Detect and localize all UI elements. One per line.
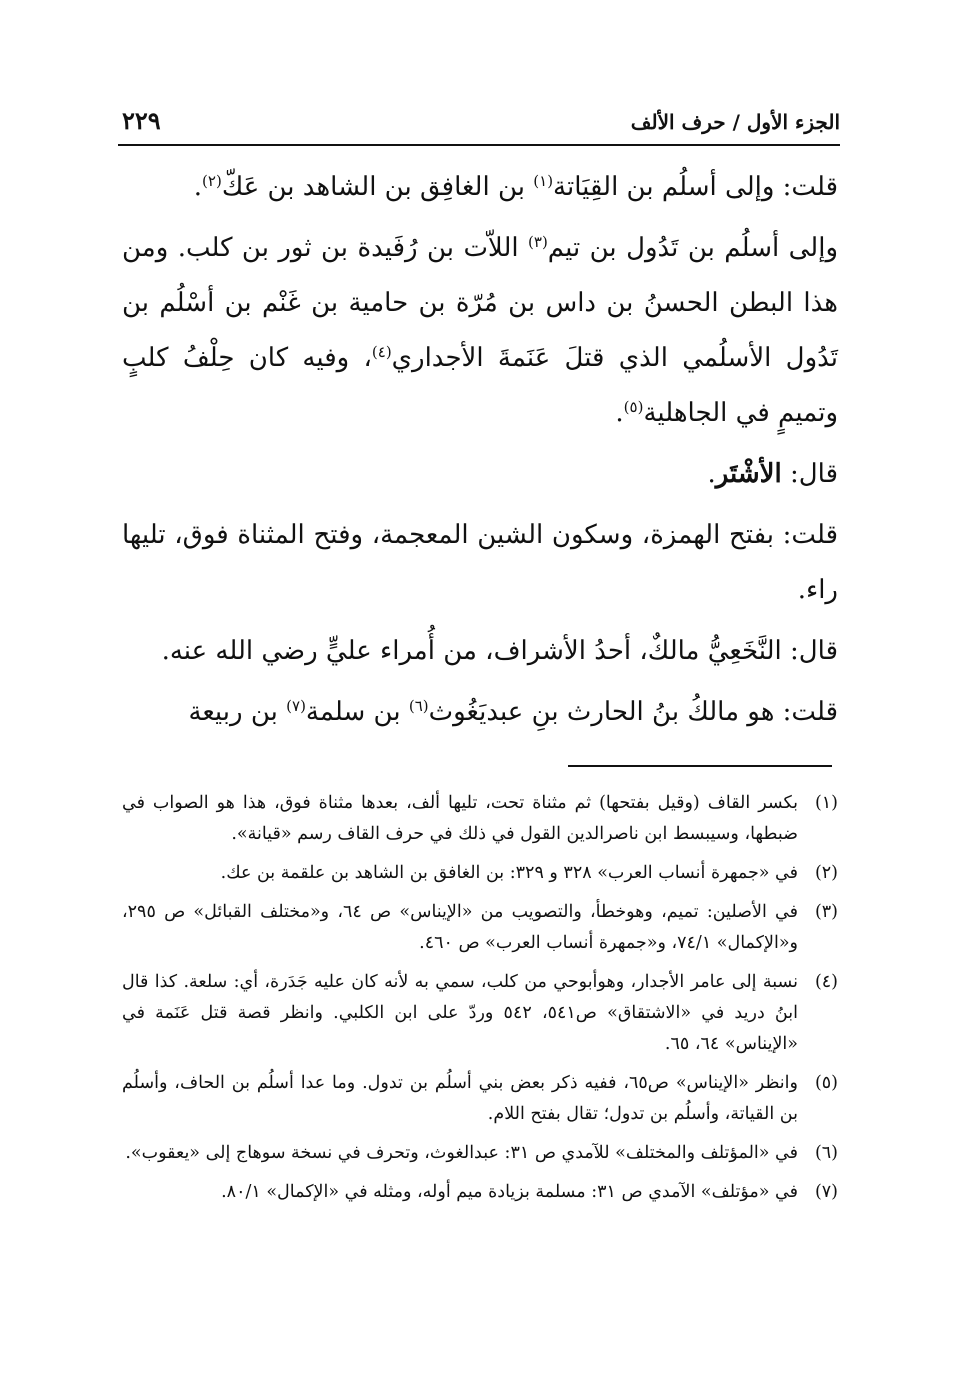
p2-text-1: وإلى أسلُم بن تَدُول بن تيم	[547, 233, 838, 263]
running-head	[118, 104, 840, 146]
paragraph-1	[122, 160, 838, 215]
p3-lead: قال:	[781, 459, 838, 489]
footnote-text: بكسر القاف (وقيل بفتحها) ثم مثناة تحت، تليها ألف، بعدها مثناة فوق، هذا هو الصواب في ضبطها، وسيبسط ابن ناصرالدين القول في ذلك في حرف القاف رسم «قيانة».	[122, 793, 798, 844]
paragraph-4: قلت: بفتح الهمزة، وسكون الشين المعجمة، وفتح المثناة فوق، تليها راء.	[122, 520, 838, 605]
footnote-ref-3: (٣)	[528, 233, 548, 251]
paragraph-2	[122, 221, 838, 441]
footnote	[122, 858, 838, 889]
footnote-text: في «جمهرة أنساب العرب» ٣٢٨ و ٣٢٩: بن الغافق بن الشاهد بن علقمة بن عك.	[220, 863, 798, 883]
footnote-text: نسبة إلى عامر الأجدار، وهوأبوحي من كلب، سمي به لأنه كان عليه جَدَرة، أي: سلعة. كذا قال ابنُ دريد في «الاشتقاق» ص٥٤١، ٥٤٢ وردّ على ابن الكلبي. وانظر قصة قتل عَنَمة في «الإيناس» ٦٤، ٦٥.	[122, 972, 798, 1054]
p3-tail: .	[707, 459, 716, 489]
p6-text-2: بن سلمة	[305, 697, 409, 727]
footnote-text: في «مؤتلف» الآمدي ص ٣١: مسلمة بزيادة ميم أوله، ومثله في «الإكمال» ٨٠/١.	[221, 1182, 798, 1202]
footnote-number: (٤)	[814, 972, 838, 992]
footnote	[122, 1138, 838, 1169]
p2-text-4: .	[615, 398, 624, 428]
footnote-number: (٢)	[814, 863, 838, 883]
paragraph-3	[122, 447, 838, 502]
footnote-ref-5: (٥)	[623, 398, 644, 416]
footnote-text: في «المؤتلف والمختلف» للآمدي ص ٣١: عبدالغوث، وتحرف في نسخة سوهاج إلى «يعقوب».	[125, 1143, 798, 1163]
footnote-number: (١)	[814, 793, 838, 813]
footnote-separator	[568, 765, 832, 767]
footnote-ref-2: (٢)	[202, 172, 222, 190]
page-number: ٢٢٩	[122, 106, 161, 135]
p1-text-3: .	[193, 172, 203, 202]
p2-text-3: ، وفيه كان حِلْفُ كلبٍ وتميمٍ في الجاهلية	[122, 343, 838, 428]
footnote	[122, 967, 838, 1060]
footnote-number: (٦)	[814, 1143, 838, 1163]
headword: الأشْتَر	[715, 459, 782, 489]
footnote	[122, 897, 838, 959]
paragraph-5: قال: النَّخَعِيُّ مالكٌ، أحدُ الأشراف، من أُمراء عليٍّ رضي الله عنه.	[161, 636, 838, 666]
footnote-number: (٥)	[814, 1073, 838, 1093]
running-head-title: الجزء الأول / حرف الألف	[630, 110, 840, 134]
footnote-number: (٣)	[814, 902, 838, 922]
footnote-ref-7: (٧)	[286, 697, 306, 715]
footnote	[122, 1177, 838, 1208]
footnote-ref-1: (١)	[533, 172, 554, 190]
footnote-ref-4: (٤)	[371, 343, 392, 361]
footnote-text: في الأصلين: تميم، وهوخطأ، والتصويب من «الإيناس» ص ٦٤، و«مختلف القبائل» ص ٢٩٥، و«الإكمال» ٧٤/١، و«جمهرة أنساب العرب» ص ٤٦٠.	[122, 902, 798, 953]
p1-text: قلت: وإلى أسلُم بن القِيَاتة	[553, 172, 838, 202]
footnote	[122, 788, 838, 850]
footnote	[122, 1068, 838, 1130]
main-text	[122, 160, 838, 746]
p6-text-3: بن ربيعة	[188, 697, 287, 727]
footnote-ref-6: (٦)	[408, 697, 429, 715]
footnote-number: (٧)	[814, 1182, 838, 1202]
p2-text-2: اللاّت بن رُفَيدة بن ثور بن كلب. ومن هذا البطن الحسنُ بن داس بن مُرّة بن حامية بن غَنْم بن أسْلُم بن تَدُول الأسلُمي الذي قتلَ عَنَمةَ الأجداري	[122, 233, 839, 373]
footnotes	[122, 788, 838, 1216]
footnote-text: وانظر «الإيناس» ص٦٥، ففيه ذكر بعض بني أسلُم بن تدول. وما عدا أسلُم بن الحاف، وأسلُم بن القياتة، وأسلُم بن تدول؛ تقال بفتح اللام.	[122, 1073, 798, 1124]
p1-text-2: بن الغافِق بن الشاهد بن عَكّ	[221, 172, 534, 202]
p6-text-1: قلت: هو مالكُ بنُ الحارث بنِ عبديَغُوث	[428, 697, 838, 727]
paragraph-6	[122, 685, 838, 740]
